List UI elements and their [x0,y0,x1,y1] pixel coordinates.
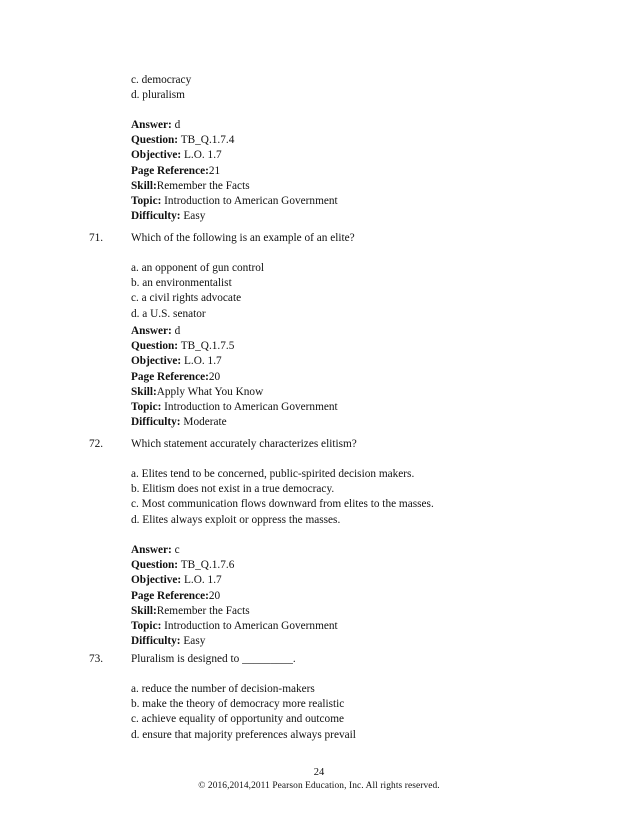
topic-line: Topic: Introduction to American Government [131,194,338,207]
q70-meta [131,118,338,224]
option-b: b. an environmentalist [131,277,232,290]
question-number: 71. [89,232,104,244]
option-d: d. Elites always exploit or oppress the masses. [131,513,341,526]
difficulty-line: Difficulty: Easy [131,210,206,223]
question-text: Which of the following is an example of an elite? [131,232,355,244]
difficulty-line: Difficulty: Easy [131,635,206,648]
option-d: d. pluralism [131,89,185,102]
option-c: c. Most communication flows downward from elites to the masses. [131,498,434,511]
objective-line: Objective: L.O. 1.7 [131,149,222,162]
page-reference-line: Page Reference:21 [131,164,221,177]
page-reference-line: Page Reference:20 [131,370,221,383]
option-b: b. make the theory of democracy more realistic [131,698,345,711]
topic-line: Topic: Introduction to American Government [131,400,338,413]
option-a: a. an opponent of gun control [131,262,265,274]
question-text: Which statement accurately characterizes elitism? [131,438,357,450]
answer-line: Answer: c [131,544,180,556]
question-number: 73. [89,653,104,665]
option-d: d. a U.S. senator [131,307,206,320]
objective-line: Objective: L.O. 1.7 [131,574,222,587]
topic-line: Topic: Introduction to American Government [131,619,338,632]
option-c: c. a civil rights advocate [131,292,242,305]
option-a: a. reduce the number of decision-makers [131,683,315,695]
skill-line: Skill:Remember the Facts [131,604,250,617]
option-d: d. ensure that majority preferences always prevail [131,728,356,741]
option-b: b. Elitism does not exist in a true democracy. [131,483,335,496]
q71-meta [131,324,338,430]
option-c: c. democracy [131,74,192,86]
question-id-line: Question: TB_Q.1.7.4 [131,134,235,147]
question-id-line: Question: TB_Q.1.7.6 [131,559,235,572]
skill-line: Skill:Remember the Facts [131,179,250,192]
copyright-notice: © 2016,2014,2011 Pearson Education, Inc. All rights reserved. [198,781,440,791]
skill-line: Skill:Apply What You Know [131,385,264,398]
q72-options [131,467,434,528]
question-text: Pluralism is designed to _________. [131,653,296,665]
q73-options [131,682,356,743]
q70-options [131,73,191,103]
question-id-line: Question: TB_Q.1.7.5 [131,340,235,353]
difficulty-line: Difficulty: Moderate [131,416,227,429]
option-a: a. Elites tend to be concerned, public-spirited decision makers. [131,468,415,480]
objective-line: Objective: L.O. 1.7 [131,355,222,368]
q72-meta [131,543,338,649]
page-number: 24 [313,767,325,778]
question-number: 72. [89,438,104,450]
option-c: c. achieve equality of opportunity and outcome [131,713,345,726]
answer-line: Answer: d [131,119,181,131]
answer-line: Answer: d [131,325,181,337]
q71-options [131,261,264,322]
page-reference-line: Page Reference:20 [131,589,221,602]
